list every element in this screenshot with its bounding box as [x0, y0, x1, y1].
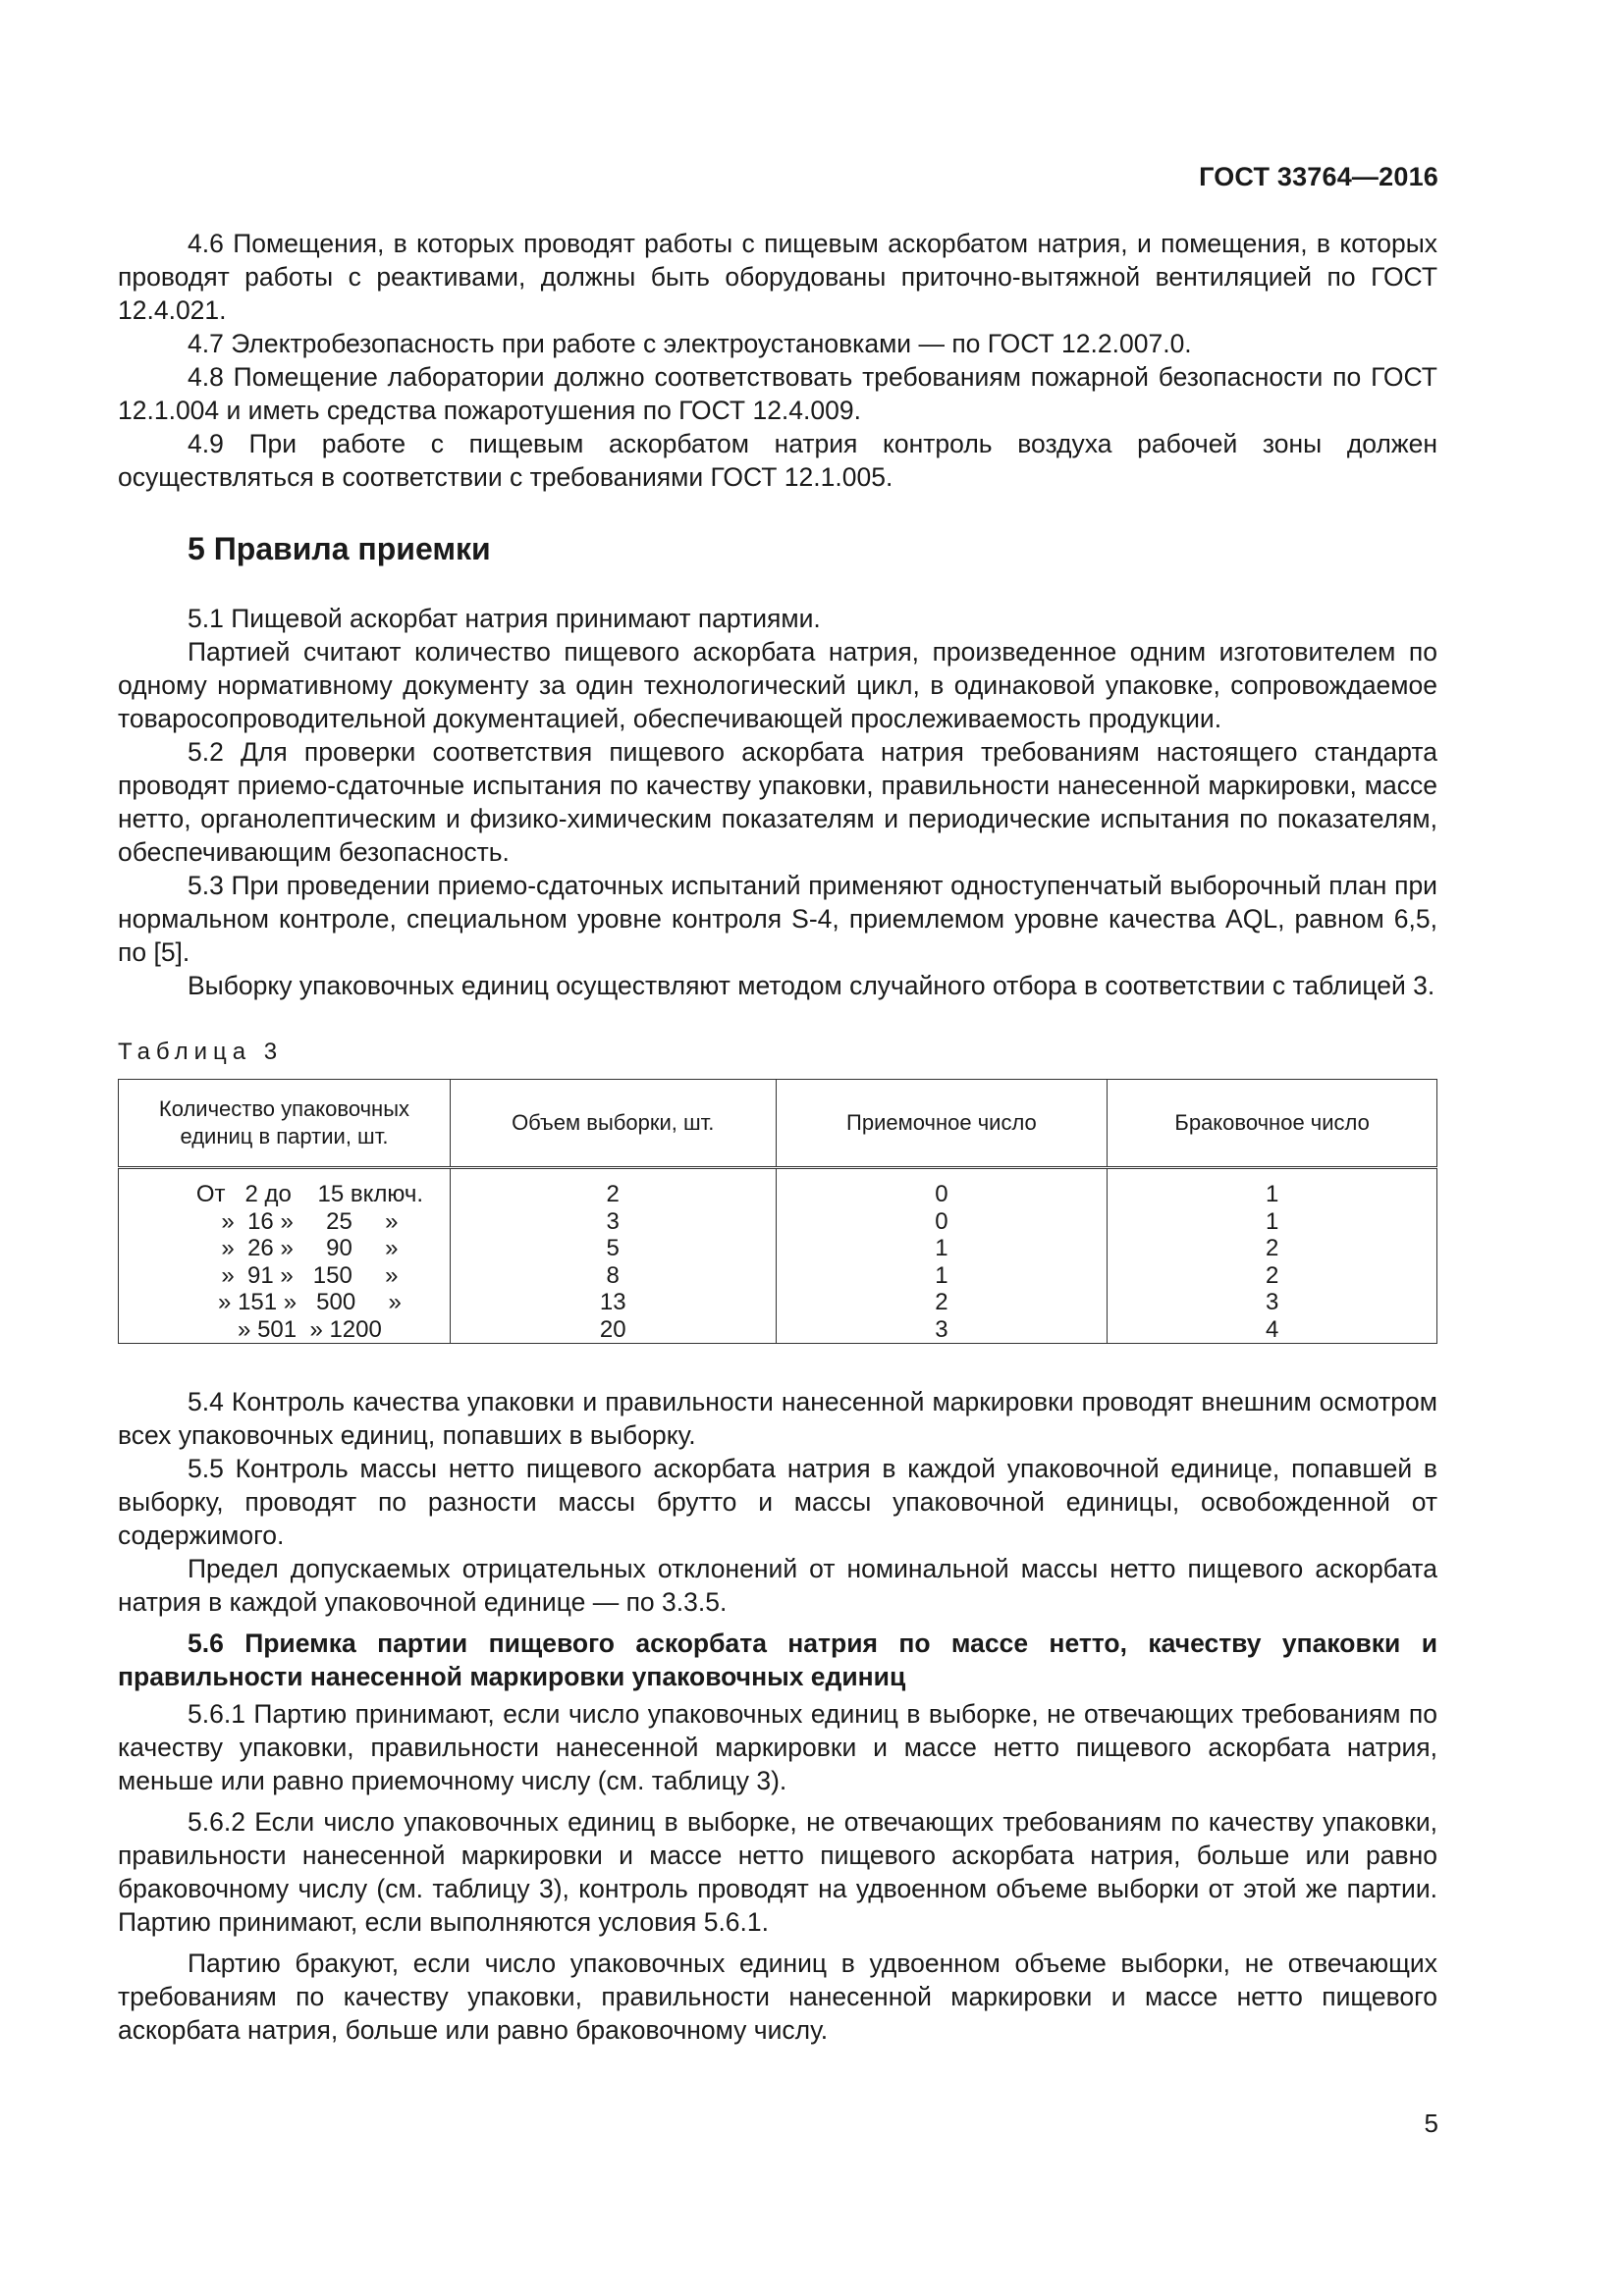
- paragraph-4-9: 4.9 При работе с пищевым аскорбатом натрия контроль воздуха рабочей зоны должен осуществляться в соответствии с требованиями ГОСТ 12.1.005.: [118, 429, 1437, 492]
- rejection-number-value: 4: [1265, 1315, 1279, 1343]
- rejection-number-value: 2: [1265, 1261, 1279, 1289]
- sample-size-value: 5: [606, 1235, 620, 1261]
- table-header-acceptance-number: Приемочное число: [776, 1080, 1108, 1168]
- sample-size-value: 3: [606, 1207, 620, 1235]
- paragraph-sampling: Выборку упаковочных единиц осуществляют методом случайного отбора в соответствии с таблицей 3.: [188, 971, 1435, 1000]
- lot-size-value: От 2 до 15 включ.: [195, 1181, 424, 1207]
- section-title: 5 Правила приемки: [188, 531, 491, 566]
- paragraph-4-7: 4.7 Электробезопасность при работе с электроустановками — по ГОСТ 12.2.007.0.: [188, 329, 1192, 358]
- sample-size-value: 8: [606, 1261, 620, 1289]
- paragraph-5-6-2: 5.6.2 Если число упаковочных единиц в выборке, не отвечающих требованиям по качеству упаковки, правильности нанесенной маркировки и массе нетто пищевого аскорбата натрия, больше или равно браковочному числу (см. таблицу 3), контроль проводят на удвоенном объеме выборки от этой же партии. Партию принимают, если выполняются условия 5.6.1.: [118, 1807, 1437, 1937]
- lot-size-value: » 501 » 1200: [238, 1315, 382, 1343]
- paragraph-5-2: 5.2 Для проверки соответствия пищевого аскорбата натрия требованиям настоящего стандарта проводят приемо-сдаточные испытания по качеству упаковки, правильности нанесенной маркировки, массе нетто, органолептическим и физико-химическим показателям и периодические испытания по показателям, обеспечивающим безопасность.: [118, 737, 1437, 867]
- paragraph-5-4: 5.4 Контроль качества упаковки и правильности нанесенной маркировки проводят внешним осмотром всех упаковочных единиц, попавших в выборку.: [118, 1387, 1437, 1450]
- acceptance-number-value: 0: [935, 1181, 948, 1207]
- page-number: 5: [1424, 2109, 1438, 2138]
- paragraph-4-8: 4.8 Помещение лаборатории должно соответствовать требованиям пожарной безопасности по ГОСТ 12.1.004 и иметь средства пожаротушения по ГОСТ 12.4.009.: [118, 362, 1437, 425]
- acceptance-number-value: 0: [935, 1207, 948, 1235]
- lot-size-value: » 16 » 25 »: [221, 1207, 399, 1235]
- table-header-sample-size: Объем выборки, шт.: [450, 1080, 776, 1168]
- lot-size-value: » 91 » 150 »: [221, 1261, 399, 1289]
- acceptance-number-value: 2: [935, 1289, 948, 1315]
- acceptance-number-value: 1: [935, 1261, 948, 1289]
- rejection-number-value: 3: [1265, 1289, 1279, 1315]
- rejection-number-value: 1: [1265, 1207, 1279, 1235]
- rejection-number-value: 2: [1265, 1235, 1279, 1261]
- table-header-lot-size: Количество упаковочных единиц в партии, шт.: [119, 1080, 451, 1168]
- paragraph-rejection: Партию бракуют, если число упаковочных единиц в удвоенном объеме выборки, не отвечающих требованиям по качеству упаковки, правильности нанесенной маркировки и массе нетто пищевого аскорбата натрия, больше или равно браковочному числу.: [118, 1949, 1437, 2045]
- table-cell-lot-size: [119, 1168, 451, 1344]
- document-header: ГОСТ 33764—2016: [1199, 162, 1438, 191]
- acceptance-number-value: 1: [935, 1235, 948, 1261]
- rejection-number-value: 1: [1265, 1181, 1279, 1207]
- table-cell-acceptance-number: [776, 1168, 1108, 1344]
- paragraph-tolerance: Предел допускаемых отрицательных отклонений от номинальной массы нетто пищевого аскорбата натрия в каждой упаковочной единице — по 3.3.5.: [118, 1554, 1437, 1617]
- subsection-heading-5-6: 5.6 Приемка партии пищевого аскорбата натрия по массе нетто, качеству упаковки и правильности нанесенной маркировки упаковочных единиц: [118, 1629, 1437, 1691]
- paragraph-4-6: 4.6 Помещения, в которых проводят работы с пищевым аскорбатом натрия, и помещения, в которых проводят работы с реактивами, должны быть оборудованы приточно-вытяжной вентиляцией по ГОСТ 12.4.021.: [118, 229, 1437, 325]
- sample-size-value: 13: [599, 1289, 626, 1315]
- paragraph-5-3: 5.3 При проведении приемо-сдаточных испытаний применяют одноступенчатый выборочный план при нормальном контроле, специальном уровне контроля S-4, приемлемом уровне качества AQL, равном 6,5, по [5].: [118, 871, 1437, 967]
- paragraph-5-6-1: 5.6.1 Партию принимают, если число упаковочных единиц в выборке, не отвечающих требованиям по качеству упаковки, правильности нанесенной маркировки и массе нетто пищевого аскорбата натрия, меньше или равно приемочному числу (см. таблицу 3).: [118, 1699, 1437, 1795]
- table-cell-rejection-number: [1108, 1168, 1437, 1344]
- paragraph-5-1: 5.1 Пищевой аскорбат натрия принимают партиями.: [188, 604, 821, 633]
- sampling-table: [118, 1079, 1437, 1344]
- paragraph-lot-definition: Партией считают количество пищевого аскорбата натрия, произведенное одним изготовителем по одному нормативному документу за один технологический цикл, в одинаковой упаковке, сопровождаемое товаросопроводительной документацией, обеспечивающей прослеживаемость продукции.: [118, 637, 1437, 733]
- paragraph-5-5: 5.5 Контроль массы нетто пищевого аскорбата натрия в каждой упаковочной единице, попавшей в выборку, проводят по разности массы брутто и массы упаковочной единицы, освобожденной от содержимого.: [118, 1454, 1437, 1550]
- acceptance-number-value: 3: [935, 1315, 948, 1343]
- lot-size-value: » 26 » 90 »: [221, 1235, 399, 1261]
- lot-size-value: » 151 » 500 »: [218, 1289, 402, 1315]
- sample-size-value: 2: [606, 1181, 620, 1207]
- table-row: [119, 1168, 1437, 1344]
- table-cell-sample-size: [450, 1168, 776, 1344]
- table-caption: Таблица 3: [118, 1039, 284, 1065]
- document-body: [118, 227, 1437, 2047]
- sample-size-value: 20: [599, 1315, 626, 1343]
- table-header-rejection-number: Браковочное число: [1108, 1080, 1437, 1168]
- table-header-row: [119, 1080, 1437, 1168]
